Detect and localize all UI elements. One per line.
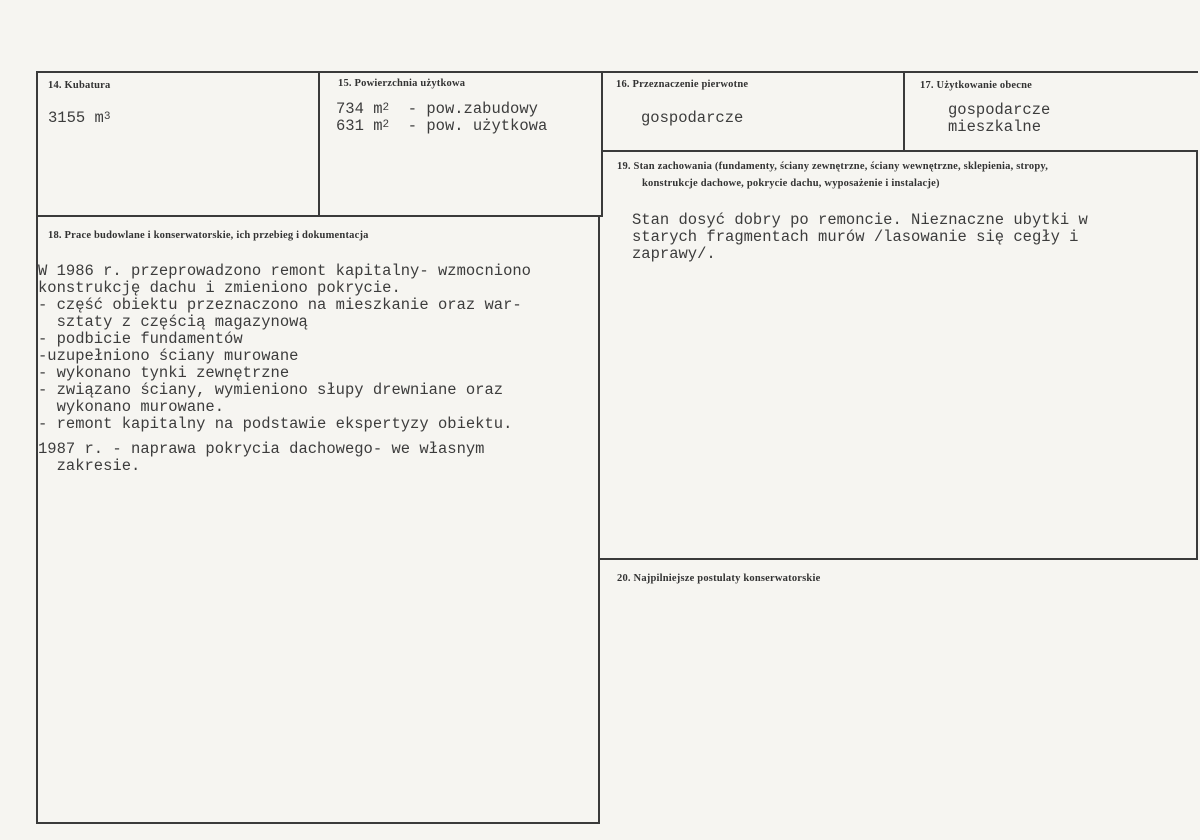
- field-18-text: [38, 263, 531, 475]
- volume-exponent: 3: [103, 111, 111, 123]
- text-line: -uzupełniono ściany murowane: [38, 347, 299, 365]
- area-value: 631 m: [336, 117, 383, 135]
- area-exponent: 2: [382, 119, 390, 131]
- field-18-label: 18. Prace budowlane i konserwatorskie, ich przebieg i dokumentacja: [48, 230, 369, 241]
- field-19-line-2: starych fragmentach murów /lasowanie się cegły i: [632, 228, 1079, 246]
- text-line: sztaty z częścią magazynową: [38, 313, 308, 331]
- bottom-rule: [36, 822, 598, 824]
- field-17-value-1: gospodarcze: [948, 101, 1051, 119]
- area-line-2: [336, 118, 547, 137]
- text-line: - związano ściany, wymieniono słupy drewniane oraz: [38, 381, 504, 399]
- field-16-value: gospodarcze: [641, 109, 744, 127]
- text-line: W 1986 r. przeprowadzono remont kapitalny- wzmocniono: [38, 262, 531, 280]
- text-line: - część obiektu przeznaczono na mieszkanie oraz war-: [38, 296, 522, 314]
- rule-under-19: [598, 558, 1198, 560]
- right-rule: [1196, 150, 1198, 560]
- rule-under-14-15: [36, 215, 601, 217]
- field-20-label: 20. Najpilniejsze postulaty konserwatorskie: [617, 573, 821, 584]
- field-14-label: 14. Kubatura: [48, 80, 111, 91]
- area-value: 734 m: [336, 100, 383, 118]
- text-line: - wykonano tynki zewnętrzne: [38, 364, 290, 382]
- text-line: - remont kapitalny na podstawie ekspertyzy obiektu.: [38, 415, 513, 433]
- area-desc: - pow.zabudowy: [407, 100, 538, 118]
- divider-18-19: [598, 215, 600, 824]
- field-19-label-line-2: konstrukcje dachowe, pokrycie dachu, wyposażenie i instalacje): [642, 178, 940, 189]
- text-line: 1987 r. - naprawa pokrycia dachowego- we własnym: [38, 440, 485, 458]
- area-exponent: 2: [382, 102, 390, 114]
- volume-value: 3155 m: [48, 109, 104, 127]
- area-desc: - pow. użytkowa: [407, 117, 548, 135]
- field-16-label: 16. Przeznaczenie pierwotne: [616, 79, 749, 90]
- text-line: wykonano murowane.: [38, 398, 225, 416]
- field-19-label-line-1: 19. Stan zachowania (fundamenty, ściany zewnętrzne, ściany wewnętrzne, sklepienia, stropy,: [617, 161, 1049, 172]
- top-rule: [36, 71, 1198, 73]
- divider-15-16: [601, 71, 603, 217]
- rule-under-16-17: [601, 150, 1198, 152]
- field-17-value-2: mieszkalne: [948, 118, 1042, 136]
- field-17-label: 17. Użytkowanie obecne: [920, 80, 1033, 91]
- divider-14-15: [318, 71, 320, 217]
- text-line: konstrukcję dachu i zmieniono pokrycie.: [38, 279, 401, 297]
- text-line: zakresie.: [38, 457, 141, 475]
- field-15-label: 15. Powierzchnia użytkowa: [338, 78, 466, 89]
- text-line: - podbicie fundamentów: [38, 330, 243, 348]
- divider-16-17: [903, 71, 905, 151]
- field-19-line-3: zaprawy/.: [632, 245, 716, 263]
- field-14-value: [48, 110, 110, 129]
- field-19-line-1: Stan dosyć dobry po remoncie. Nieznaczne ubytki w: [632, 211, 1088, 229]
